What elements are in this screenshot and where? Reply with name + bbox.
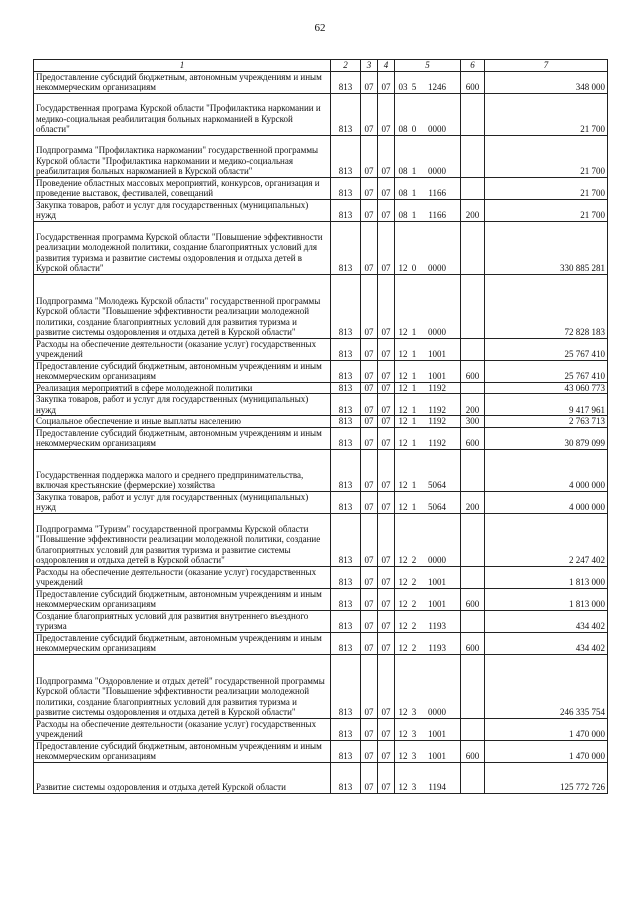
row-name: Государственная поддержка малого и среднего предпринимательства, включая крестьянские (фермерские) хозяйства [34, 449, 331, 491]
row-csr3: 0000 [428, 555, 446, 565]
row-csr1: 12 [398, 751, 408, 761]
row-name: Предоставление субсидий бюджетным, автономным учреждениям и иным некоммерческим организациям [34, 740, 331, 762]
row-rz: 07 [361, 513, 378, 566]
row-gr: 813 [331, 762, 361, 793]
row-csr [395, 610, 461, 632]
row-csr1: 12 [398, 327, 408, 337]
row-sum: 21 700 [485, 199, 608, 221]
row-name: Предоставление субсидий бюджетным, автономным учреждениям и иным некоммерческим организациям [34, 588, 331, 610]
row-name: Государственная программа Курской области "Повышение эффективности реализации молодежной политики, создание благоприятных условий для развития туризма и развитие системы оздоровления и отдыха детей в Курской области" [34, 221, 331, 274]
row-csr3: 1166 [428, 188, 446, 198]
row-name: Закупка товаров, работ и услуг для государственных (муниципальных) нужд [34, 199, 331, 221]
table-row [34, 491, 608, 513]
row-vr: 600 [461, 588, 485, 610]
row-csr3: 1166 [428, 210, 446, 220]
row-rz: 07 [361, 221, 378, 274]
row-rz: 07 [361, 427, 378, 449]
row-gr: 813 [331, 199, 361, 221]
row-name: Предоставление субсидий бюджетным, автономным учреждениям и иным некоммерческим организациям [34, 427, 331, 449]
row-csr2: 2 [411, 599, 417, 609]
row-csr2: 3 [411, 729, 417, 739]
table-row [34, 274, 608, 338]
row-rz: 07 [361, 491, 378, 513]
row-rz: 07 [361, 93, 378, 135]
header-col-3: 3 [361, 60, 378, 72]
row-gr: 813 [331, 338, 361, 360]
row-rz: 07 [361, 338, 378, 360]
row-csr1: 12 [398, 438, 408, 448]
row-gr: 813 [331, 491, 361, 513]
row-csr3: 5064 [428, 480, 446, 490]
row-rz: 07 [361, 199, 378, 221]
table-row [34, 762, 608, 793]
row-sum: 330 885 281 [485, 221, 608, 274]
table-row [34, 610, 608, 632]
row-csr [395, 762, 461, 793]
row-sum: 25 767 410 [485, 360, 608, 382]
row-csr1: 12 [398, 599, 408, 609]
row-gr: 813 [331, 360, 361, 382]
row-csr [395, 632, 461, 654]
header-col-4: 4 [378, 60, 395, 72]
row-pr: 07 [378, 740, 395, 762]
row-csr2: 3 [411, 751, 417, 761]
row-name: Развитие системы оздоровления и отдыха детей Курской области [34, 762, 331, 793]
row-rz: 07 [361, 762, 378, 793]
row-vr [461, 274, 485, 338]
row-pr: 07 [378, 338, 395, 360]
row-csr3: 1001 [428, 599, 446, 609]
row-pr: 07 [378, 394, 395, 416]
row-csr [395, 566, 461, 588]
table-row [34, 513, 608, 566]
row-pr: 07 [378, 718, 395, 740]
row-csr2: 1 [411, 502, 417, 512]
table-row [34, 93, 608, 135]
row-csr2: 1 [411, 382, 417, 393]
row-csr3: 1001 [428, 577, 446, 587]
row-vr [461, 513, 485, 566]
row-sum: 4 000 000 [485, 449, 608, 491]
row-csr3: 1193 [428, 643, 446, 653]
row-vr [461, 610, 485, 632]
row-sum: 246 335 754 [485, 654, 608, 718]
row-gr: 813 [331, 632, 361, 654]
row-name: Закупка товаров, работ и услуг для государственных (муниципальных) нужд [34, 394, 331, 416]
row-csr1: 12 [398, 577, 408, 587]
row-gr: 813 [331, 274, 361, 338]
row-gr: 813 [331, 71, 361, 93]
row-rz: 07 [361, 718, 378, 740]
row-csr [395, 513, 461, 566]
row-vr [461, 566, 485, 588]
row-csr2: 1 [411, 371, 417, 381]
row-gr: 813 [331, 93, 361, 135]
row-csr [395, 491, 461, 513]
row-csr [395, 338, 461, 360]
row-csr1: 08 [398, 124, 408, 134]
row-csr2: 1 [411, 416, 417, 426]
row-vr [461, 338, 485, 360]
row-csr1: 08 [398, 166, 408, 176]
row-csr3: 0000 [428, 263, 446, 273]
row-csr [395, 740, 461, 762]
row-gr: 813 [331, 382, 361, 394]
row-csr3: 1193 [428, 621, 446, 631]
row-name: Закупка товаров, работ и услуг для государственных (муниципальных) нужд [34, 491, 331, 513]
row-csr3: 1001 [428, 729, 446, 739]
table-row [34, 588, 608, 610]
row-gr: 813 [331, 566, 361, 588]
row-sum: 1 813 000 [485, 588, 608, 610]
row-sum: 43 060 773 [485, 382, 608, 394]
row-name: Предоставление субсидий бюджетным, автономным учреждениям и иным некоммерческим организациям [34, 360, 331, 382]
row-vr [461, 177, 485, 199]
row-csr [395, 199, 461, 221]
row-csr [395, 654, 461, 718]
row-name: Предоставление субсидий бюджетным, автономным учреждениям и иным некоммерческим организациям [34, 71, 331, 93]
row-rz: 07 [361, 588, 378, 610]
row-pr: 07 [378, 588, 395, 610]
row-csr3: 1001 [428, 349, 446, 359]
row-vr: 600 [461, 427, 485, 449]
row-csr3: 5064 [428, 502, 446, 512]
page-number: 62 [314, 22, 326, 34]
row-rz: 07 [361, 71, 378, 93]
row-pr: 07 [378, 449, 395, 491]
row-name: Подпрограмма "Профилактика наркомании" государственной программы Курской области "Профилактика наркомании и медико-социальная реабилитация больных наркоманией в Курской области" [34, 135, 331, 177]
row-rz: 07 [361, 449, 378, 491]
row-csr1: 12 [398, 416, 408, 426]
row-gr: 813 [331, 740, 361, 762]
row-csr3: 1001 [428, 751, 446, 761]
row-sum: 434 402 [485, 610, 608, 632]
row-csr3: 1192 [428, 438, 446, 448]
row-pr: 07 [378, 427, 395, 449]
row-pr: 07 [378, 513, 395, 566]
row-csr2: 3 [411, 782, 417, 792]
row-rz: 07 [361, 740, 378, 762]
row-rz: 07 [361, 416, 378, 428]
row-vr [461, 93, 485, 135]
row-csr1: 12 [398, 555, 408, 565]
row-gr: 813 [331, 718, 361, 740]
table-row [34, 338, 608, 360]
row-csr [395, 177, 461, 199]
row-pr: 07 [378, 382, 395, 394]
row-vr [461, 762, 485, 793]
row-sum: 21 700 [485, 177, 608, 199]
row-rz: 07 [361, 274, 378, 338]
row-sum: 2 247 402 [485, 513, 608, 566]
row-gr: 813 [331, 427, 361, 449]
table-row [34, 632, 608, 654]
row-csr1: 03 [398, 82, 408, 92]
header-col-6: 6 [461, 60, 485, 72]
row-gr: 813 [331, 416, 361, 428]
table-row [34, 71, 608, 93]
budget-table [33, 59, 608, 794]
row-csr3: 0000 [428, 327, 446, 337]
row-sum: 4 000 000 [485, 491, 608, 513]
row-vr: 600 [461, 360, 485, 382]
row-rz: 07 [361, 177, 378, 199]
row-csr2: 2 [411, 555, 417, 565]
table-row [34, 718, 608, 740]
table-row [34, 740, 608, 762]
row-sum: 72 828 183 [485, 274, 608, 338]
row-csr2: 1 [411, 480, 417, 490]
row-rz: 07 [361, 135, 378, 177]
row-vr [461, 135, 485, 177]
row-vr [461, 654, 485, 718]
row-sum: 21 700 [485, 93, 608, 135]
row-csr1: 08 [398, 210, 408, 220]
table-row [34, 382, 608, 394]
row-csr [395, 449, 461, 491]
row-gr: 813 [331, 449, 361, 491]
row-pr: 07 [378, 416, 395, 428]
row-csr2: 1 [411, 210, 417, 220]
row-name: Расходы на обеспечение деятельности (оказание услуг) государственных учреждений [34, 566, 331, 588]
row-vr: 200 [461, 491, 485, 513]
row-name: Подпрограмма "Оздоровление и отдых детей" государственной программы Курской области "Повышение эффективности реализации молодежной политики, создание благоприятных условий для развития туризма и развитие системы оздоровления и отдыха детей в Курской области" [34, 654, 331, 718]
row-csr [395, 394, 461, 416]
row-csr2: 2 [411, 643, 417, 653]
row-csr3: 0000 [428, 166, 446, 176]
row-csr [395, 718, 461, 740]
row-name: Предоставление субсидий бюджетным, автономным учреждениям и иным некоммерческим организациям [34, 632, 331, 654]
table-row [34, 449, 608, 491]
table-row [34, 416, 608, 428]
row-csr2: 5 [411, 82, 417, 92]
row-csr3: 0000 [428, 707, 446, 717]
row-csr2: 1 [411, 349, 417, 359]
row-csr3: 1246 [428, 82, 446, 92]
row-pr: 07 [378, 274, 395, 338]
row-pr: 07 [378, 71, 395, 93]
row-gr: 813 [331, 394, 361, 416]
row-rz: 07 [361, 632, 378, 654]
row-rz: 07 [361, 382, 378, 394]
row-csr1: 08 [398, 188, 408, 198]
row-pr: 07 [378, 654, 395, 718]
row-csr [395, 588, 461, 610]
row-csr2: 0 [411, 263, 417, 273]
row-gr: 813 [331, 610, 361, 632]
row-sum: 9 417 961 [485, 394, 608, 416]
table-row [34, 135, 608, 177]
row-gr: 813 [331, 588, 361, 610]
row-pr: 07 [378, 177, 395, 199]
row-csr1: 12 [398, 404, 408, 415]
row-gr: 813 [331, 221, 361, 274]
row-csr3: 1001 [428, 371, 446, 381]
row-name: Реализация мероприятий в сфере молодежной политики [34, 382, 331, 394]
row-name: Расходы на обеспечение деятельности (оказание услуг) государственных учреждений [34, 338, 331, 360]
row-csr [395, 274, 461, 338]
row-csr1: 12 [398, 349, 408, 359]
row-pr: 07 [378, 566, 395, 588]
row-sum: 1 470 000 [485, 740, 608, 762]
row-csr3: 1192 [428, 404, 446, 415]
table-row [34, 566, 608, 588]
header-col-5: 5 [395, 60, 461, 72]
table-row [34, 360, 608, 382]
row-vr [461, 221, 485, 274]
row-csr1: 12 [398, 371, 408, 381]
row-csr1: 12 [398, 621, 408, 631]
row-sum: 434 402 [485, 632, 608, 654]
row-sum: 25 767 410 [485, 338, 608, 360]
row-csr2: 0 [411, 124, 417, 134]
header-col-1: 1 [34, 60, 331, 72]
row-vr [461, 449, 485, 491]
row-vr: 300 [461, 416, 485, 428]
row-pr: 07 [378, 360, 395, 382]
row-gr: 813 [331, 654, 361, 718]
table-row [34, 427, 608, 449]
row-csr1: 12 [398, 707, 408, 717]
row-csr1: 12 [398, 782, 408, 792]
row-csr1: 12 [398, 643, 408, 653]
row-csr [395, 382, 461, 394]
row-csr [395, 93, 461, 135]
row-csr [395, 427, 461, 449]
row-csr2: 2 [411, 577, 417, 587]
row-sum: 21 700 [485, 135, 608, 177]
row-sum: 1 813 000 [485, 566, 608, 588]
row-sum: 2 763 713 [485, 416, 608, 428]
header-col-2: 2 [331, 60, 361, 72]
row-csr1: 12 [398, 729, 408, 739]
row-csr2: 1 [411, 188, 417, 198]
row-csr3: 1192 [428, 382, 446, 393]
row-rz: 07 [361, 394, 378, 416]
row-csr1: 12 [398, 480, 408, 490]
row-csr [395, 221, 461, 274]
table-row [34, 654, 608, 718]
row-pr: 07 [378, 221, 395, 274]
row-csr [395, 360, 461, 382]
row-csr1: 12 [398, 502, 408, 512]
row-sum: 1 470 000 [485, 718, 608, 740]
table-row [34, 199, 608, 221]
row-gr: 813 [331, 513, 361, 566]
row-sum: 348 000 [485, 71, 608, 93]
row-csr1: 12 [398, 382, 408, 393]
row-sum: 30 879 099 [485, 427, 608, 449]
table-row [34, 221, 608, 274]
row-rz: 07 [361, 654, 378, 718]
row-name: Расходы на обеспечение деятельности (оказание услуг) государственных учреждений [34, 718, 331, 740]
row-pr: 07 [378, 762, 395, 793]
row-csr2: 2 [411, 621, 417, 631]
row-name: Подпрограмма "Молодежь Курской области" государственной программы Курской области "Повышение эффективности реализации молодежной политики, создание благоприятных условий для развития туризма и развитие системы оздоровления и отдыха детей в Курской области" [34, 274, 331, 338]
row-vr: 200 [461, 199, 485, 221]
row-csr3: 0000 [428, 124, 446, 134]
row-csr [395, 416, 461, 428]
header-row [34, 60, 608, 72]
table-row [34, 394, 608, 416]
row-vr [461, 718, 485, 740]
row-csr2: 3 [411, 707, 417, 717]
row-csr1: 12 [398, 263, 408, 273]
row-gr: 813 [331, 177, 361, 199]
row-rz: 07 [361, 610, 378, 632]
row-vr: 600 [461, 71, 485, 93]
row-csr2: 1 [411, 327, 417, 337]
row-csr [395, 135, 461, 177]
header-col-7: 7 [485, 60, 608, 72]
row-sum: 125 772 726 [485, 762, 608, 793]
row-name: Социальное обеспечение и иные выплаты населению [34, 416, 331, 428]
row-csr3: 1194 [428, 782, 446, 792]
row-csr2: 1 [411, 438, 417, 448]
row-csr2: 1 [411, 404, 417, 415]
row-pr: 07 [378, 199, 395, 221]
row-name: Государственная програма Курской области "Профилактика наркомании и медико-социальная реабилитация больных наркоманией в Курской области" [34, 93, 331, 135]
row-rz: 07 [361, 566, 378, 588]
row-vr [461, 382, 485, 394]
row-csr3: 1192 [428, 416, 446, 426]
row-pr: 07 [378, 93, 395, 135]
table-row [34, 177, 608, 199]
row-csr [395, 71, 461, 93]
row-pr: 07 [378, 491, 395, 513]
row-gr: 813 [331, 135, 361, 177]
row-rz: 07 [361, 360, 378, 382]
row-pr: 07 [378, 632, 395, 654]
row-vr: 600 [461, 632, 485, 654]
row-name: Проведение областных массовых мероприятий, конкурсов, организация и проведение выставок, фестивалей, совещаний [34, 177, 331, 199]
row-pr: 07 [378, 135, 395, 177]
row-pr: 07 [378, 610, 395, 632]
row-vr: 200 [461, 394, 485, 416]
row-name: Создание благоприятных условий для развития внутреннего въездного туризма [34, 610, 331, 632]
row-vr: 600 [461, 740, 485, 762]
row-name: Подпрограмма "Туризм" государственной программы Курской области "Повышение эффективности реализации молодежной политики, создание благоприятных условий для развития туризма и развитие системы оздоровления и отдыха детей в Курской области" [34, 513, 331, 566]
row-csr2: 1 [411, 166, 417, 176]
